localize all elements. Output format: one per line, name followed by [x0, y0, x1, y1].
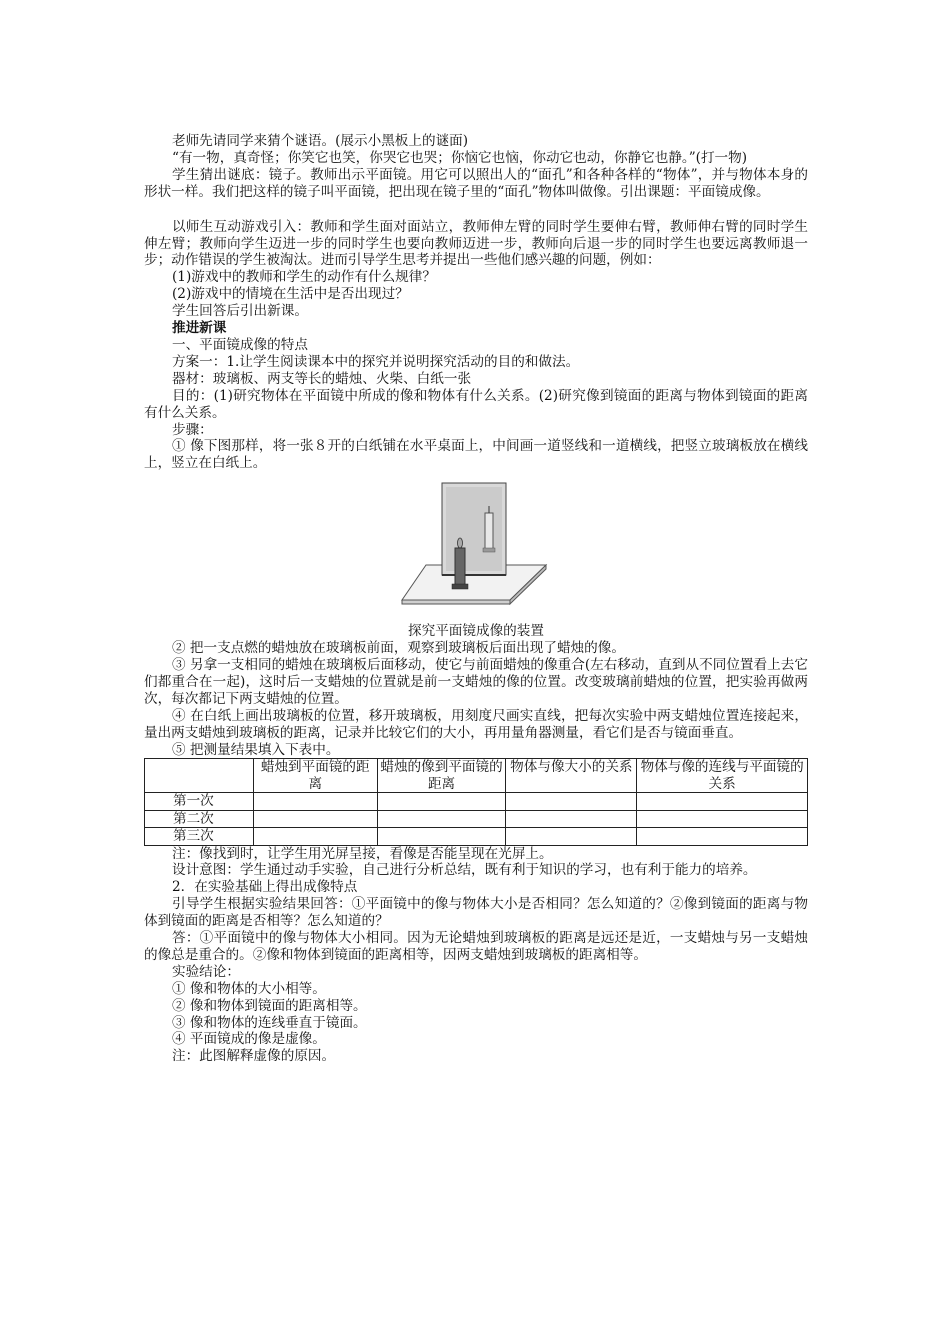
table-header-cell: 物体与像的连线与平面镜的关系	[637, 759, 808, 793]
row-label: 第二次	[145, 810, 254, 827]
question-1: (1)游戏中的教师和学生的动作有什么规律？	[172, 269, 436, 286]
row-label: 第一次	[145, 793, 254, 810]
table-row	[145, 810, 808, 827]
riddle-intro: 老师先请同学来猜个谜语。(展示小黑板上的谜面)	[172, 133, 469, 149]
table-cell	[506, 793, 637, 810]
table-row	[145, 828, 808, 845]
results-table	[144, 758, 808, 845]
table-cell	[253, 828, 377, 845]
part1-heading: 一、平面镜成像的特点	[172, 336, 308, 353]
table-header-row	[145, 759, 808, 793]
question-2: (2)游戏中的情境在生活中是否出现过？	[172, 286, 409, 303]
table-cell	[637, 828, 808, 845]
lead-in: 学生回答后引出新课。	[172, 303, 308, 320]
section-title: 推进新课	[172, 320, 227, 337]
conclusion-2: ② 像和物体到镜面的距离相等。	[172, 997, 367, 1014]
apparatus-figure	[144, 478, 808, 623]
step-2: ② 把一支点燃的蜡烛放在玻璃板前面，观察到玻璃板后面出现了蜡烛的像。	[172, 640, 625, 657]
table-cell	[637, 810, 808, 827]
document-page	[144, 133, 808, 1065]
riddle-answer: 学生猜出谜底：镜子。教师出示平面镜。用它可以照出人的“面孔”和各种各样的“物体”，并与物体本身的形状一样。我们把这样的镜子叫平面镜，把出现在镜子里的“面孔”物体叫做像。引出课题：平面镜成像。	[144, 166, 808, 200]
note-virtual-image: 注：此图解释虚像的原因。	[172, 1048, 336, 1065]
conclusion-4: ④ 平面镜成的像是虚像。	[172, 1031, 326, 1048]
table-cell	[637, 793, 808, 810]
table-cell	[377, 793, 506, 810]
table-header-cell: 蜡烛的像到平面镜的距离	[377, 759, 506, 793]
guide-questions: 引导学生根据实验结果回答：①平面镜中的像与物体大小是否相同？怎么知道的？②像到镜面的距离与物体到镜面的距离是否相等？怎么知道的？	[144, 896, 808, 930]
table-cell	[377, 828, 506, 845]
conclusion-1: ① 像和物体的大小相等。	[172, 980, 326, 997]
paragraph-gap	[144, 201, 808, 219]
design-intent: 设计意图：学生通过动手实验，自己进行分析总结，既有利于知识的学习，也有利于能力的培养。	[172, 862, 757, 879]
answer: 答：①平面镜中的像与物体大小相同。因为无论蜡烛到玻璃板的距离是远还是近，一支蜡烛与另一支蜡烛的像总是重合的。②像和物体到镜面的距离相等，因两支蜡烛到玻璃板的距离相等。	[144, 930, 808, 963]
table-cell	[506, 828, 637, 845]
table-cell	[506, 810, 637, 827]
table-header-cell: 蜡烛到平面镜的距离	[253, 759, 377, 793]
materials: 器材：玻璃板、两支等长的蜡烛、火柴、白纸一张	[172, 370, 472, 387]
steps-label: 步骤：	[172, 421, 213, 438]
game-intro: 以师生互动游戏引入：教师和学生面对面站立，教师伸左臂的同时学生要伸右臂，教师伸右臂的同时学生伸左臂；教师向学生迈进一步的同时学生也要向教师迈进一步，教师向后退一步的同时学生也要远离教师退一步；动作错误的学生被淘汰。进而引导学生思考并提出一些他们感兴趣的问题，例如：	[144, 218, 808, 269]
step-3: ③ 另拿一支相同的蜡烛在玻璃板后面移动，使它与前面蜡烛的像重合(左右移动，直到从不同位置看上去它们都重合在一起)，这时后一支蜡烛的位置就是前一支蜡烛的像的位置。改变玻璃前蜡烛的位置，把实验再做两次，每次都记下两支蜡烛的位置。	[144, 657, 808, 707]
row-label: 第三次	[145, 828, 254, 845]
step-1: ① 像下图那样，将一张８开的白纸铺在水平桌面上，中间画一道竖线和一道横线，把竖立玻璃板放在横线上，竖立在白纸上。	[144, 438, 808, 472]
purpose: 目的：(1)研究物体在平面镜中所成的像和物体有什么关系。(2)研究像到镜面的距离与物体到镜面的距离有什么关系。	[144, 387, 808, 421]
plan-one: 方案一：1.让学生阅读课本中的探究并说明探究活动的目的和做法。	[172, 353, 580, 370]
note-screen: 注：像找到时，让学生用光屏呈接，看像是否能呈现在光屏上。	[172, 845, 553, 862]
conclusion-3: ③ 像和物体的连线垂直于镜面。	[172, 1014, 367, 1031]
table-header-cell: 物体与像大小的关系	[506, 759, 637, 793]
table-cell	[377, 810, 506, 827]
table-header-cell	[145, 759, 254, 793]
mirror-candle-apparatus-image	[398, 478, 548, 618]
step-4: ④ 在白纸上画出玻璃板的位置，移开玻璃板，用刻度尺画实直线，把每次实验中两支蜡烛位置连接起来，量出两支蜡烛到玻璃板的距离，记录并比较它们的大小，再用量角器测量，看它们是否与镜面垂直。	[144, 707, 808, 741]
part2-heading: 2．在实验基础上得出成像特点	[172, 879, 358, 896]
table-cell	[253, 793, 377, 810]
riddle-text: “有一物，真奇怪；你笑它也笑，你哭它也哭；你恼它也恼，你动它也动，你静它也静。”(打一物)	[172, 149, 748, 166]
conclusion-label: 实验结论：	[172, 963, 240, 980]
step-5: ⑤ 把测量结果填入下表中。	[172, 741, 340, 758]
table-row	[145, 793, 808, 810]
figure-caption: 探究平面镜成像的装置	[408, 623, 544, 640]
table-cell	[253, 810, 377, 827]
